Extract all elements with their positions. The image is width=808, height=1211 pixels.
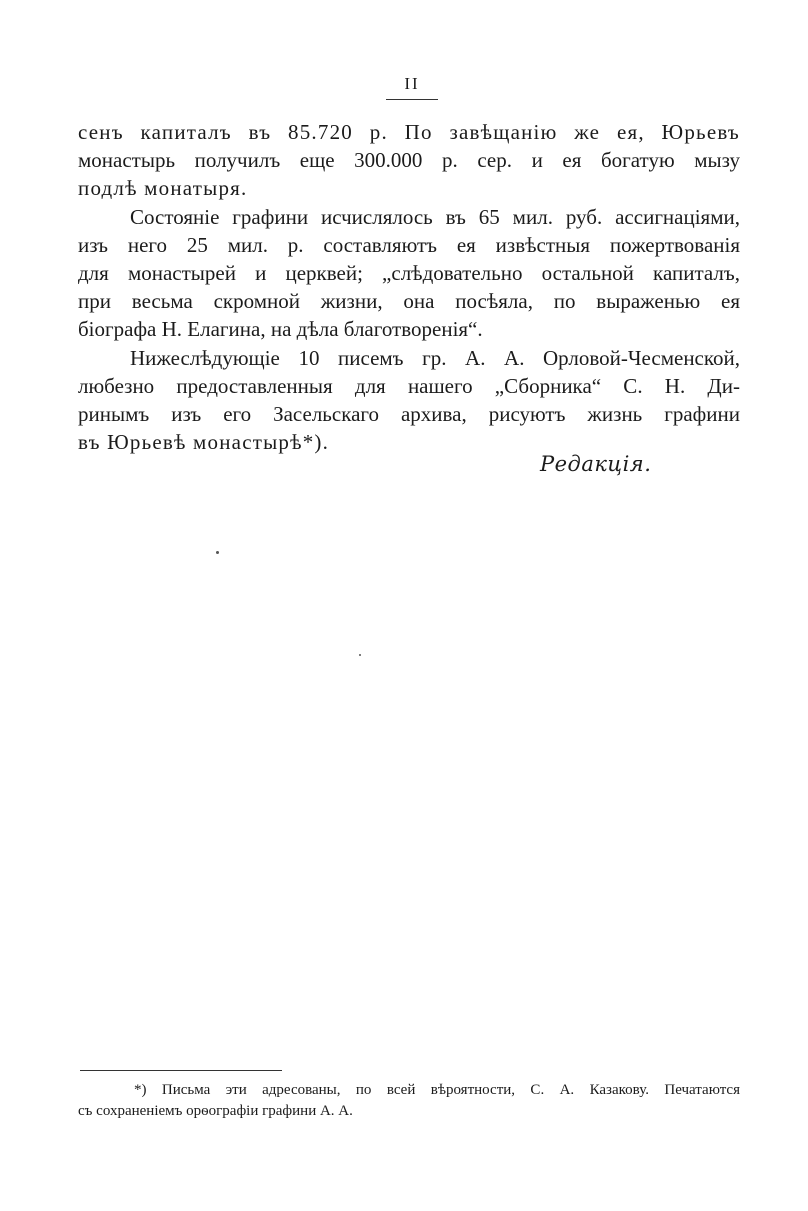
footnote-line: съ сохраненіемъ орѳографіи графини А. А. [78,1103,353,1119]
signature: Редакція. [540,452,652,476]
page-number-rule [386,99,438,100]
text-line: любезно предоставленныя для нашего „Сборника“ С. Н. Ди- [78,373,740,398]
paragraph-start-line: Состояніе графини исчислялось въ 65 мил. руб. ассигнаціями, [130,204,740,229]
footnote-line: *) Письма эти адресованы, по всей вѣроятности, С. А. Казакову. Печатаются [134,1082,740,1098]
specks-dot [216,551,219,554]
footnote [78,1080,740,1122]
body-text [78,118,740,456]
text-line: при весьма скромной жизни, она посѣяла, по выраженью ея [78,289,740,314]
text-line: изъ него 25 мил. р. составляютъ ея извѣстныя пожертвованія [78,232,740,257]
text-line: подлѣ монатыря. [78,176,248,201]
text-line: біографа Н. Елагина, на дѣла благотворенія“. [78,317,483,342]
page-number: II [404,74,420,93]
text-line: монастырь получилъ еще 300.000 р. сер. и ея богатую мызу [78,148,740,173]
footnote-rule [80,1070,282,1071]
text-line: сенъ капиталъ въ 85.720 р. По завѣщанію же ея, Юрьевъ [78,120,740,144]
paragraph-start-line: Нижеслѣдующіе 10 писемъ гр. А. А. Орловой-Чесменской, [130,345,740,370]
text-line: ринымъ изъ его Засельскаго архива, рисуютъ жизнь графини [78,402,740,427]
text-line: для монастырей и церквей; „слѣдовательно остальной капиталъ, [78,261,740,286]
text-line: въ Юрьевѣ монастырѣ*). [78,430,330,455]
specks-dot [359,654,361,656]
